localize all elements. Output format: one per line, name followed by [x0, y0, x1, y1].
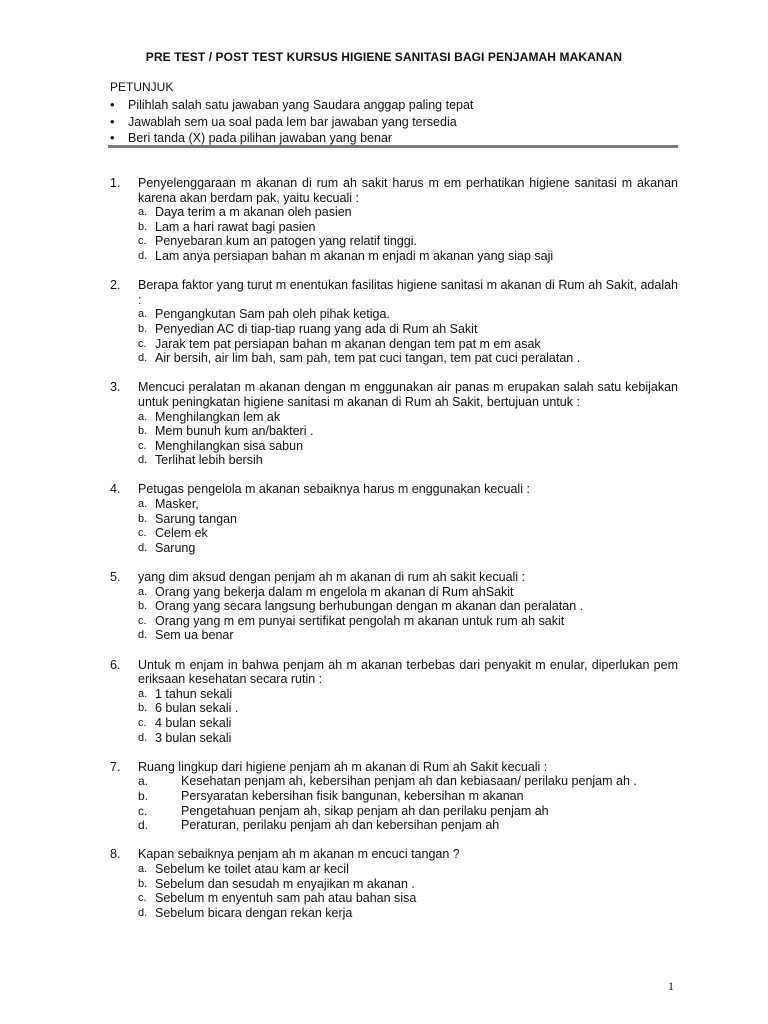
answer-option[interactable]	[138, 410, 678, 425]
question-text: yang dim aksud dengan penjam ah m akanan di rum ah sakit kecuali :	[138, 570, 526, 585]
option-text: 1 tahun sekali	[155, 686, 233, 701]
answer-options	[110, 774, 678, 832]
instruction-text: Pilihlah salah satu jawaban yang Saudara anggap paling tepat	[128, 98, 474, 112]
instructions-list	[110, 97, 680, 147]
option-letter: b.	[138, 220, 148, 233]
option-text: Penyebaran kum an patogen yang relatif tinggi.	[155, 234, 417, 249]
answer-option[interactable]	[138, 249, 678, 264]
option-letter: a.	[138, 687, 148, 700]
instructions-heading: PETUNJUK	[110, 80, 174, 94]
option-text: Menghilangkan sisa sabun	[155, 438, 304, 453]
question-number: 6.	[110, 657, 121, 672]
answer-option[interactable]	[138, 891, 678, 906]
question-number: 4.	[110, 482, 121, 497]
option-letter: d.	[138, 731, 148, 744]
option-text: Penyedian AC di tiap-tiap ruang yang ada di Rum ah Sakit	[155, 321, 478, 336]
option-text: Orang yang secara langsung berhubungan dengan m akanan dan peralatan .	[155, 599, 584, 614]
option-letter: a.	[138, 308, 148, 321]
bullet-icon: •	[110, 113, 115, 129]
option-text: Orang yang m em punyai sertifikat pengolah m akanan untuk rum ah sakit	[155, 613, 565, 628]
option-letter: b.	[138, 788, 149, 803]
answer-options	[110, 410, 678, 468]
page-number: 1	[668, 979, 674, 993]
option-letter: b.	[138, 877, 148, 890]
answer-option[interactable]	[138, 599, 678, 614]
answer-option[interactable]	[138, 687, 678, 702]
question-number: 3.	[110, 380, 121, 395]
answer-option[interactable]	[138, 731, 678, 746]
question-text: Petugas pengelola m akanan sebaiknya harus m enggunakan kecuali :	[138, 482, 530, 497]
section-divider	[108, 145, 678, 148]
question-list	[110, 176, 678, 935]
option-text: Sebelum m enyentuh sam pah atau bahan sisa	[155, 891, 417, 906]
option-letter: d.	[138, 818, 149, 833]
option-text: Mem bunuh kum an/bakteri .	[155, 424, 314, 439]
option-letter: a.	[138, 498, 148, 511]
answer-options	[110, 585, 678, 643]
question-1	[110, 176, 678, 264]
answer-option[interactable]	[138, 716, 678, 731]
option-letter: a.	[138, 774, 149, 789]
option-text: Sarung	[155, 540, 196, 555]
option-letter: d.	[138, 906, 148, 919]
question-4	[110, 482, 678, 555]
answer-option[interactable]	[138, 585, 678, 600]
option-letter: d.	[138, 541, 148, 554]
answer-option[interactable]	[138, 877, 678, 892]
document-title: PRE TEST / POST TEST KURSUS HIGIENE SANITASI BAGI PENJAMAH MAKANAN	[145, 50, 623, 64]
option-text: Masker,	[155, 497, 199, 512]
option-text: Pengetahuan penjam ah, sikap penjam ah dan perilaku penjam ah	[181, 803, 549, 818]
question-text: Ruang lingkup dari higiene penjam ah m akanan di Rum ah Sakit kecuali :	[138, 759, 548, 774]
answer-option[interactable]	[138, 541, 678, 556]
option-letter: a.	[138, 585, 148, 598]
option-letter: a.	[138, 410, 148, 423]
answer-option[interactable]	[138, 205, 678, 220]
answer-option[interactable]	[138, 512, 678, 527]
option-text: Persyaratan kebersihan fisik bangunan, kebersihan m akanan	[181, 788, 524, 803]
bullet-icon: •	[110, 97, 115, 112]
answer-option[interactable]	[138, 351, 678, 366]
instruction-item	[110, 97, 680, 114]
answer-option[interactable]	[138, 906, 678, 921]
answer-option[interactable]	[138, 862, 678, 877]
option-text: Sebelum bicara dengan rekan kerja	[155, 905, 353, 920]
option-letter: d.	[138, 352, 148, 365]
option-letter: c.	[138, 803, 148, 818]
option-letter: c.	[138, 235, 147, 248]
option-letter: b.	[138, 512, 148, 525]
answer-options	[110, 307, 678, 365]
option-text: Sebelum ke toilet atau kam ar kecil	[155, 861, 349, 876]
option-letter: c.	[138, 527, 147, 540]
option-text: 3 bulan sekali	[155, 730, 232, 745]
answer-options	[110, 497, 678, 555]
option-text: 6 bulan sekali .	[155, 701, 239, 716]
option-text: Lam anya persiapan bahan m akanan m enjadi m akanan yang siap saji	[155, 248, 554, 263]
question-text: Mencuci peralatan m akanan dengan m enggunakan air panas m erupakan salah satu kebijakan untuk peningkatan higiene sanitasi m akanan di Rum ah Sakit, bertujuan untuk :	[138, 380, 678, 409]
option-letter: b.	[138, 600, 148, 613]
question-number: 1.	[110, 176, 121, 190]
option-text: 4 bulan sekali	[155, 715, 232, 730]
answer-option[interactable]	[138, 628, 678, 643]
question-8	[110, 847, 678, 920]
answer-option[interactable]	[138, 818, 678, 833]
answer-options	[110, 862, 678, 920]
answer-options	[110, 687, 678, 745]
question-number: 2.	[110, 278, 121, 293]
answer-option[interactable]	[138, 804, 678, 819]
answer-option[interactable]	[138, 307, 678, 322]
answer-option[interactable]	[138, 453, 678, 468]
question-text: Penyelenggaraan m akanan di rum ah sakit harus m em perhatikan higiene sanitasi m akanan karena akan berdam pak, yaitu kecuali :	[138, 176, 678, 205]
question-number: 8.	[110, 847, 121, 862]
option-text: Peraturan, perilaku penjam ah dan kebersihan penjam ah	[181, 818, 500, 833]
option-text: Sem ua benar	[155, 628, 234, 643]
instruction-text: Beri tanda (X) pada pilihan jawaban yang benar	[128, 131, 393, 145]
option-letter: a.	[138, 862, 148, 875]
answer-option[interactable]	[138, 526, 678, 541]
instruction-text: Jawablah sem ua soal pada lem bar jawaban yang tersedia	[128, 114, 457, 129]
question-number: 5.	[110, 570, 121, 585]
answer-option[interactable]	[138, 322, 678, 337]
answer-option[interactable]	[138, 220, 678, 235]
question-6	[110, 658, 678, 746]
question-3	[110, 380, 678, 468]
option-text: Celem ek	[155, 526, 208, 541]
option-text: Pengangkutan Sam pah oleh pihak ketiga.	[155, 307, 390, 322]
answer-option[interactable]	[138, 439, 678, 454]
option-letter: c.	[138, 614, 147, 627]
option-letter: c.	[138, 716, 147, 729]
question-7	[110, 760, 678, 833]
option-letter: c.	[138, 892, 147, 905]
answer-option[interactable]	[138, 614, 678, 629]
option-letter: b.	[138, 322, 148, 335]
option-letter: d.	[138, 249, 148, 262]
option-text: Lam a hari rawat bagi pasien	[155, 219, 316, 234]
bullet-icon: •	[110, 130, 115, 145]
option-letter: b.	[138, 425, 148, 438]
question-2	[110, 278, 678, 366]
answer-option[interactable]	[138, 497, 678, 512]
option-text: Sarung tangan	[155, 511, 238, 526]
answer-option[interactable]	[138, 701, 678, 716]
option-text: Kesehatan penjam ah, kebersihan penjam ah dan kebiasaan/ perilaku penjam ah .	[181, 774, 637, 789]
question-text: Kapan sebaiknya penjam ah m akanan m encuci tangan ?	[138, 847, 460, 862]
option-text: Orang yang bekerja dalam m engelola m akanan di Rum ahSakit	[155, 584, 514, 599]
answer-option[interactable]	[138, 424, 678, 439]
answer-options	[110, 205, 678, 263]
option-text: Jarak tem pat persiapan bahan m akanan dengan tem pat m em asak	[155, 336, 541, 351]
answer-option[interactable]	[138, 337, 678, 352]
instructions-section	[110, 80, 680, 147]
option-text: Sebelum dan sesudah m enyajikan m akanan .	[155, 876, 415, 891]
question-text: Untuk m enjam in bahwa penjam ah m akanan terbebas dari penyakit m enular, diperlukan pem eriksaan kesehatan secara rutin :	[138, 657, 678, 687]
answer-option[interactable]	[138, 774, 678, 789]
option-letter: d.	[138, 454, 148, 467]
option-text: Menghilangkan lem ak	[155, 409, 281, 424]
option-text: Air bersih, air lim bah, sam pah, tem pat cuci tangan, tem pat cuci peralatan .	[155, 351, 581, 366]
answer-option[interactable]	[138, 234, 678, 249]
question-number: 7.	[110, 759, 121, 774]
option-letter: c.	[138, 337, 147, 350]
option-letter: d.	[138, 629, 148, 642]
option-text: Daya terim a m akanan oleh pasien	[155, 205, 352, 220]
question-5	[110, 570, 678, 643]
answer-option[interactable]	[138, 789, 678, 804]
option-letter: c.	[138, 439, 147, 452]
option-text: Terlihat lebih bersih	[155, 453, 263, 468]
instruction-item	[110, 114, 680, 131]
option-letter: a.	[138, 206, 148, 219]
option-letter: b.	[138, 702, 148, 715]
question-text: Berapa faktor yang turut m enentukan fasilitas higiene sanitasi m akanan di Rum ah Sakit, adalah :	[138, 278, 678, 307]
